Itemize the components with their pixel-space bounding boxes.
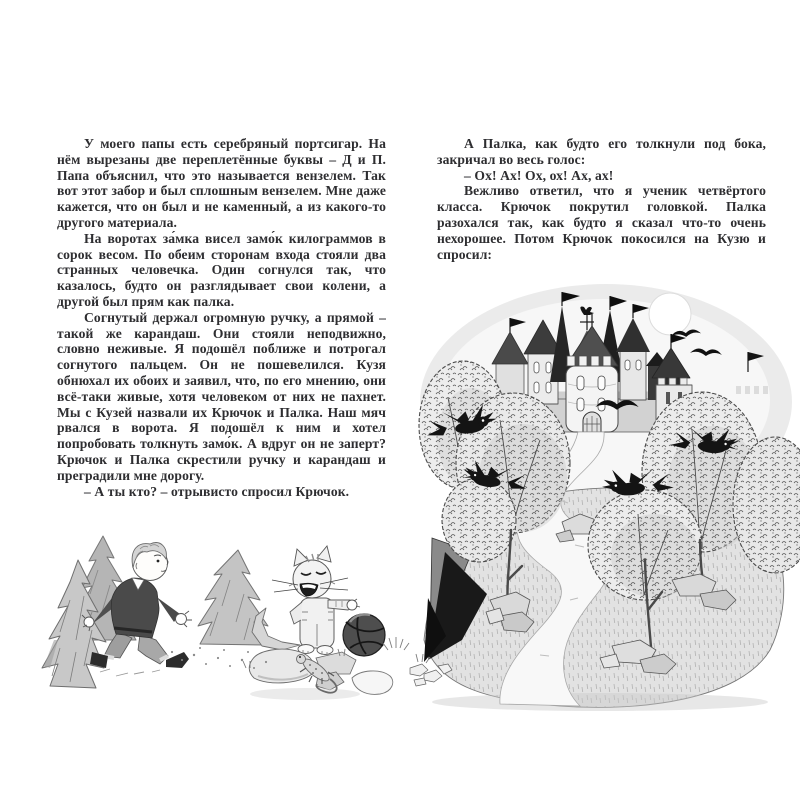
stones: [410, 664, 452, 686]
ball: [343, 614, 385, 656]
paragraph: Согнутый держал огромную ручку, а прямой – такой же карандаш. Они стояли неподвижно, словно неживые. Я подошёл поближе и потрогал согнутого пальцем. Он не пошевелился. Кузя обнюхал их обоих и заявил, что, по его мнению, они всё-таки живые, хотя человеком от них не пахнет. Мы с Кузей назвали их Крючок и Палка. Наш мяч рвался в ворота. Я подошёл к ним и хотел попробовать толкнуть замо́к. А вдруг он не заперт? Крючок и Палка скрестили ручку и карандаш и преградили мне дорогу.: [57, 309, 386, 483]
paragraph: Вежливо ответил, что я ученик четвёртого класса. Крючок покрутил головкой. Палка разохался так, как будто я сказал что-то очень нехорошее. Потом Крючок покосился на Кузю и спросил:: [437, 183, 766, 262]
paragraph: А Палка, как будто его толкнули под бока, закричал во весь голос:: [437, 136, 766, 167]
illustration-castle-scene: [410, 284, 800, 711]
moon: [649, 293, 691, 335]
tree: [442, 478, 516, 562]
paw: [347, 599, 360, 610]
paragraph: У моего папы есть серебряный портсигар. На нём вырезаны две переплетённые буквы – Д и П. Папа объяснил, что это называется вензелем. Так вот этот забор и был сплошным вензелем. Мне даже кажется, что он был и не каменный, а из какого-то другого материала.: [57, 136, 386, 230]
paragraph: – Ох! Ах! Ох, ох! Ах, ах!: [464, 167, 614, 183]
paragraph: На воротах за́мка висел замо́к килограммов в сорок весом. По обеим сторонам входа стояли два странных человечка. Один согнулся так, что казалось, будто он разглядывает свои колени, а другой был прям как палка.: [57, 230, 386, 309]
paragraph: – А ты кто? – отрывисто спросил Крючок.: [84, 483, 350, 499]
illustration-boy-and-cat: [42, 536, 430, 700]
